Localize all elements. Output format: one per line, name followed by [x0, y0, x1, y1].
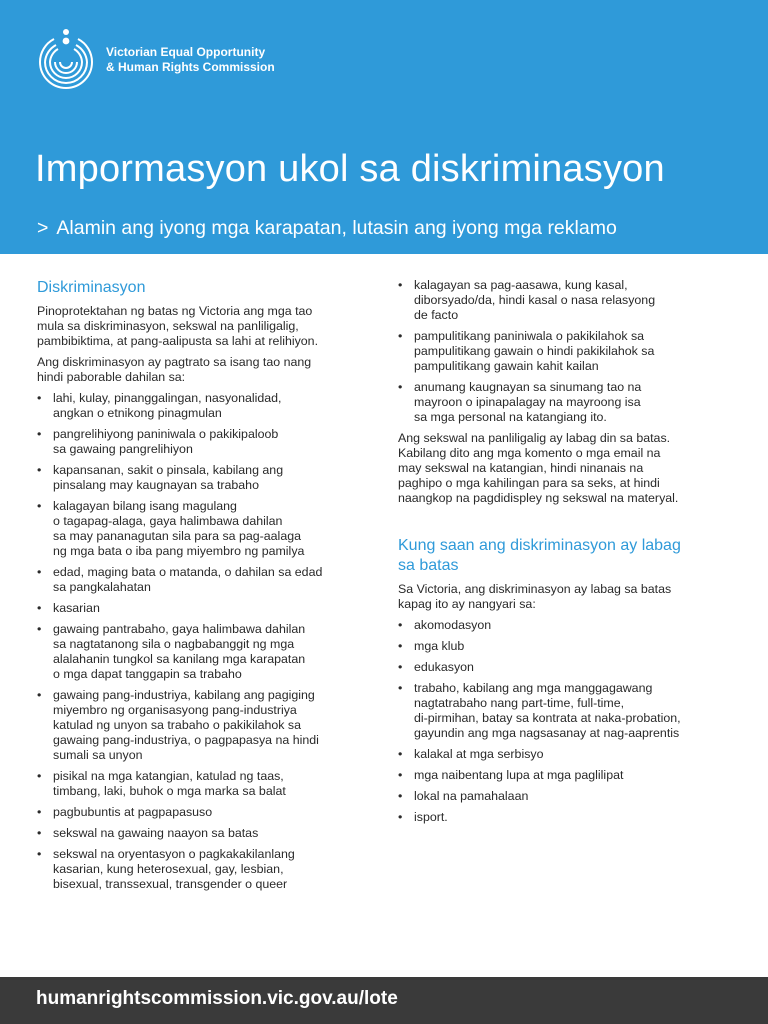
- page-title: Impormasyon ukol sa diskriminasyon: [35, 148, 665, 190]
- commission-logo: [36, 28, 275, 92]
- list-item: • mga klub: [398, 639, 738, 654]
- areas-paragraph: Sa Victoria, ang diskriminasyon ay labag sa batas kapag ito ay nangyari sa:: [398, 582, 672, 611]
- grounds-list-continued: [398, 278, 738, 425]
- list-item: • trabaho, kabilang ang mga manggagawang nagtatrabaho nang part-time, full-time, di-pirmihan, batay sa kontrata at naka-probation, gayundin ang mga nagsasanay at nag-aaprentis: [398, 681, 738, 741]
- definition-paragraph: Ang diskriminasyon ay pagtrato sa isang tao nang hindi paborable dahilan sa:: [37, 355, 312, 384]
- list-item: • kasarian: [37, 601, 367, 616]
- list-item: • lokal na pamahalaan: [398, 789, 738, 804]
- list-item: • edad, maging bata o matanda, o dahilan sa edad sa pangkalahatan: [37, 565, 367, 595]
- list-item: • pampulitikang paniniwala o pakikilahok sa pampulitikang gawain o hindi pakikilahok sa pampulitikang gawain kahit kailan: [398, 329, 738, 374]
- list-item: • mga naibentang lupa at mga paglilipat: [398, 768, 738, 783]
- list-item: • kalakal at mga serbisyo: [398, 747, 738, 762]
- list-item: • pisikal na mga katangian, katulad ng taas, timbang, laki, buhok o mga marka sa balat: [37, 769, 367, 799]
- commission-logo-icon: [36, 28, 98, 92]
- areas-list: [398, 618, 738, 825]
- list-item: • pagbubuntis at pagpapasuso: [37, 805, 367, 820]
- right-column: [398, 278, 738, 831]
- chevron-right-icon: >: [37, 217, 49, 239]
- commission-name-line2: & Human Rights Commission: [106, 60, 275, 74]
- intro-paragraph: Pinoprotektahan ng batas ng Victoria ang mga tao mula sa diskriminasyon, sekswal na panliligalig, pambibiktima, at pang-aalipusta sa lahi at relihiyon.: [37, 304, 319, 348]
- list-item: • anumang kaugnayan sa sinumang tao na mayroon o ipinapalagay na mayroong isa sa mga personal na katangiang ito.: [398, 380, 738, 425]
- list-item: • lahi, kulay, pinanggalingan, nasyonalidad, angkan o etnikong pinagmulan: [37, 391, 367, 421]
- subtitle-text: Alamin ang iyong mga karapatan, lutasin ang iyong mga reklamo: [56, 217, 617, 239]
- list-item: • isport.: [398, 810, 738, 825]
- website-link[interactable]: humanrightscommission.vic.gov.au/lote: [36, 988, 398, 1009]
- list-item: • sekswal na gawaing naayon sa batas: [37, 826, 367, 841]
- list-item: • sekswal na oryentasyon o pagkakakilanlang kasarian, kung heterosexual, gay, lesbian, bisexual, transsexual, transgender o queer: [37, 847, 367, 892]
- list-item: • edukasyon: [398, 660, 738, 675]
- footer-bar: [0, 977, 768, 1024]
- section-heading-where-unlawful: Kung saan ang diskriminasyon ay labag sa batas: [398, 537, 681, 574]
- grounds-list: [37, 391, 367, 892]
- list-item: • akomodasyon: [398, 618, 738, 633]
- left-column: [37, 278, 367, 898]
- list-item: • kapansanan, sakit o pinsala, kabilang ang pinsalang may kaugnayan sa trabaho: [37, 463, 367, 493]
- harassment-paragraph: Ang sekswal na panliligalig ay labag din sa batas. Kabilang dito ang mga komento o mga email na may sekswal na katangian, hindi ninanais na paghipo o mga kahilingan para sa seks, at hindi naangkop na pagdidispley ng sekswal na materyal.: [398, 431, 679, 505]
- commission-name-line1: Victorian Equal Opportunity: [106, 45, 266, 59]
- list-item: • kalagayan sa pag-aasawa, kung kasal, diborsyado/da, hindi kasal o nasa relasyong de facto: [398, 278, 738, 323]
- list-item: • gawaing pantrabaho, gaya halimbawa dahilan sa nagtatanong sila o nagbabanggit ng mga alalahanin tungkol sa kanilang mga karapatan o mga dapat tanggapin sa trabaho: [37, 622, 367, 682]
- header-banner: [0, 0, 768, 254]
- list-item: • gawaing pang-industriya, kabilang ang pagiging miyembro ng organisasyong pang-industriya katulad ng unyon sa trabaho o pakikilahok sa gawaing pang-industriya, o pagpapasya na hindi sumali sa unyon: [37, 688, 367, 763]
- commission-name: [106, 45, 275, 75]
- section-heading-diskriminasyon: Diskriminasyon: [37, 279, 146, 296]
- page-subtitle: [37, 217, 617, 240]
- list-item: • pangrelihiyong paniniwala o pakikipaloob sa gawaing pangrelihiyon: [37, 427, 367, 457]
- list-item: • kalagayan bilang isang magulang o tagapag-alaga, gaya halimbawa dahilan sa may pananagutan sila para sa pag-aalaga ng mga bata o iba pang miyembro ng pamilya: [37, 499, 367, 559]
